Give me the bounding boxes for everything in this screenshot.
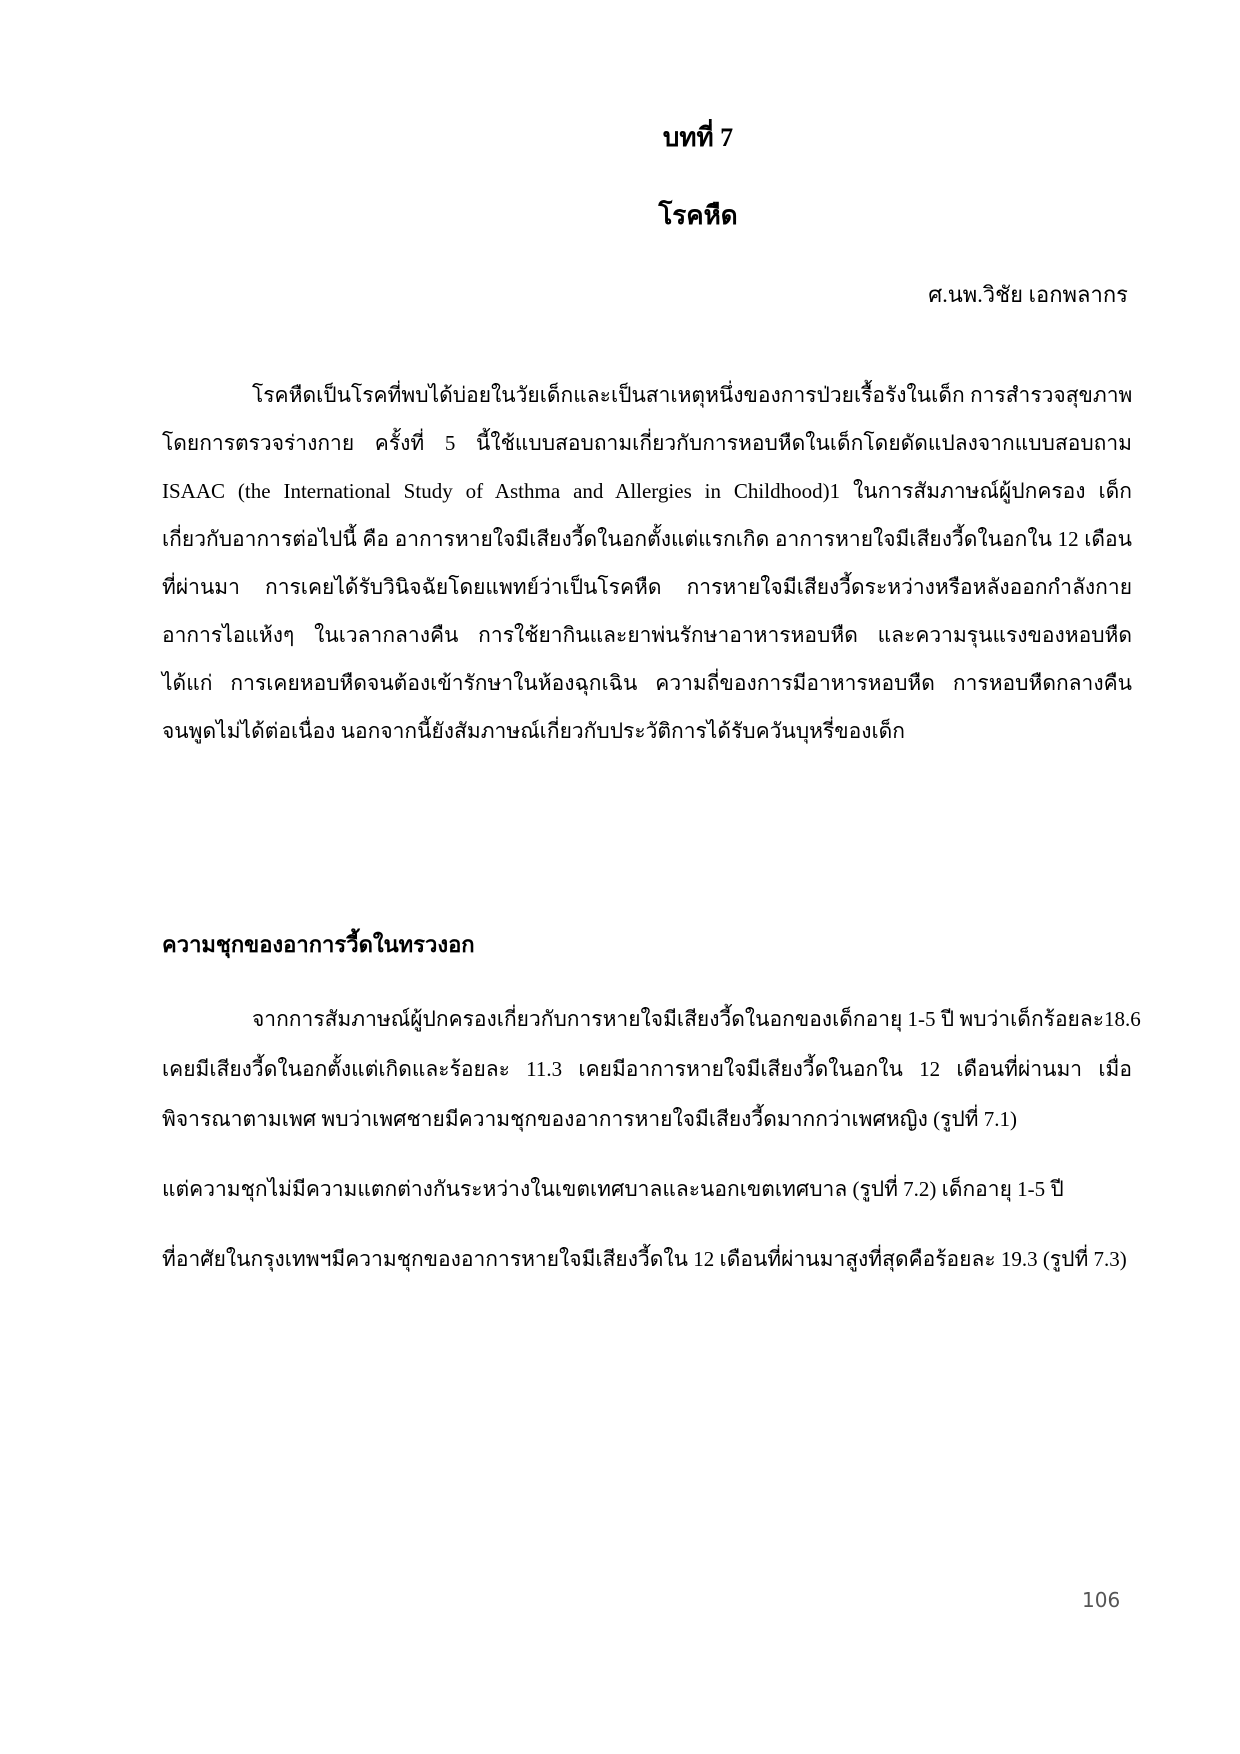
paragraph-line: พิจารณาตามเพศ พบว่าเพศชายมีความชุกของอาการหายใจมีเสียงวี้ดมากกว่าเพศหญิง (รูปที่ 7.1) [162, 1107, 1018, 1131]
author-name: ศ.นพ.วิชัย เอกพลากร [928, 282, 1128, 307]
paragraph-line: ที่อาศัยในกรุงเทพฯมีความชุกของอาการหายใจมีเสียงวี้ดใน 12 เดือนที่ผ่านมาสูงที่สุดคือร้อยละ 19.3 (รูปที่ 7.3) [162, 1247, 1127, 1271]
chapter-number: บทที่ 7 [662, 123, 734, 152]
section-heading: ความชุกของอาการวี้ดในทรวงอก [162, 932, 475, 957]
paragraph-line: โดยการตรวจร่างกาย ครั้งที่ 5 นี้ใช้แบบสอบถามเกี่ยวกับการหอบหืดในเด็กโดยดัดแปลงจากแบบสอบถาม [162, 431, 1132, 455]
paragraph-line: โรคหืดเป็นโรคที่พบได้บ่อยในวัยเด็กและเป็นสาเหตุหนึ่งของการป่วยเรื้อรังในเด็ก การสำรวจสุขภาพ [252, 383, 1133, 407]
paragraph-line: ได้แก่ การเคยหอบหืดจนต้องเข้ารักษาในห้องฉุกเฉิน ความถี่ของการมีอาหารหอบหืด การหอบหืดกลางคืน [162, 671, 1132, 695]
page-number: 106 [1082, 1588, 1121, 1612]
chapter-title: โรคหืด [658, 201, 738, 230]
paragraph-line: จากการสัมภาษณ์ผู้ปกครองเกี่ยวกับการหายใจมีเสียงวี้ดในอกของเด็กอายุ 1-5 ปี พบว่าเด็กร้อยละ18.6 [252, 1007, 1141, 1031]
paragraph-line: ISAAC (the International Study of Asthma and Allergies in Childhood)1 ในการสัมภาษณ์ผู้ปกครอง เด็ก [162, 479, 1132, 503]
paragraph-line: ที่ผ่านมา การเคยได้รับวินิจฉัยโดยแพทย์ว่าเป็นโรคหืด การหายใจมีเสียงวี้ดระหว่างหรือหลังออกกำลังกาย [162, 575, 1132, 599]
paragraph-line: จนพูดไม่ได้ต่อเนื่อง นอกจากนี้ยังสัมภาษณ์เกี่ยวกับประวัติการได้รับควันบุหรี่ของเด็ก [162, 719, 906, 743]
paragraph-line: อาการไอแห้งๆ ในเวลากลางคืน การใช้ยากินและยาพ่นรักษาอาหารหอบหืด และความรุนแรงของหอบหืด [162, 623, 1132, 647]
paragraph-line: เคยมีเสียงวี้ดในอกตั้งแต่เกิดและร้อยละ 11.3 เคยมีอาการหายใจมีเสียงวี้ดในอกใน 12 เดือนที่ผ่านมา เมื่อ [162, 1057, 1132, 1081]
paragraph-line: แต่ความชุกไม่มีความแตกต่างกันระหว่างในเขตเทศบาลและนอกเขตเทศบาล (รูปที่ 7.2) เด็กอายุ 1-5 ปี [162, 1177, 1064, 1201]
paragraph-line: เกี่ยวกับอาการต่อไปนี้ คือ อาการหายใจมีเสียงวี้ดในอกตั้งแต่แรกเกิด อาการหายใจมีเสียงวี้ดในอกใน 12 เดือน [162, 527, 1132, 551]
